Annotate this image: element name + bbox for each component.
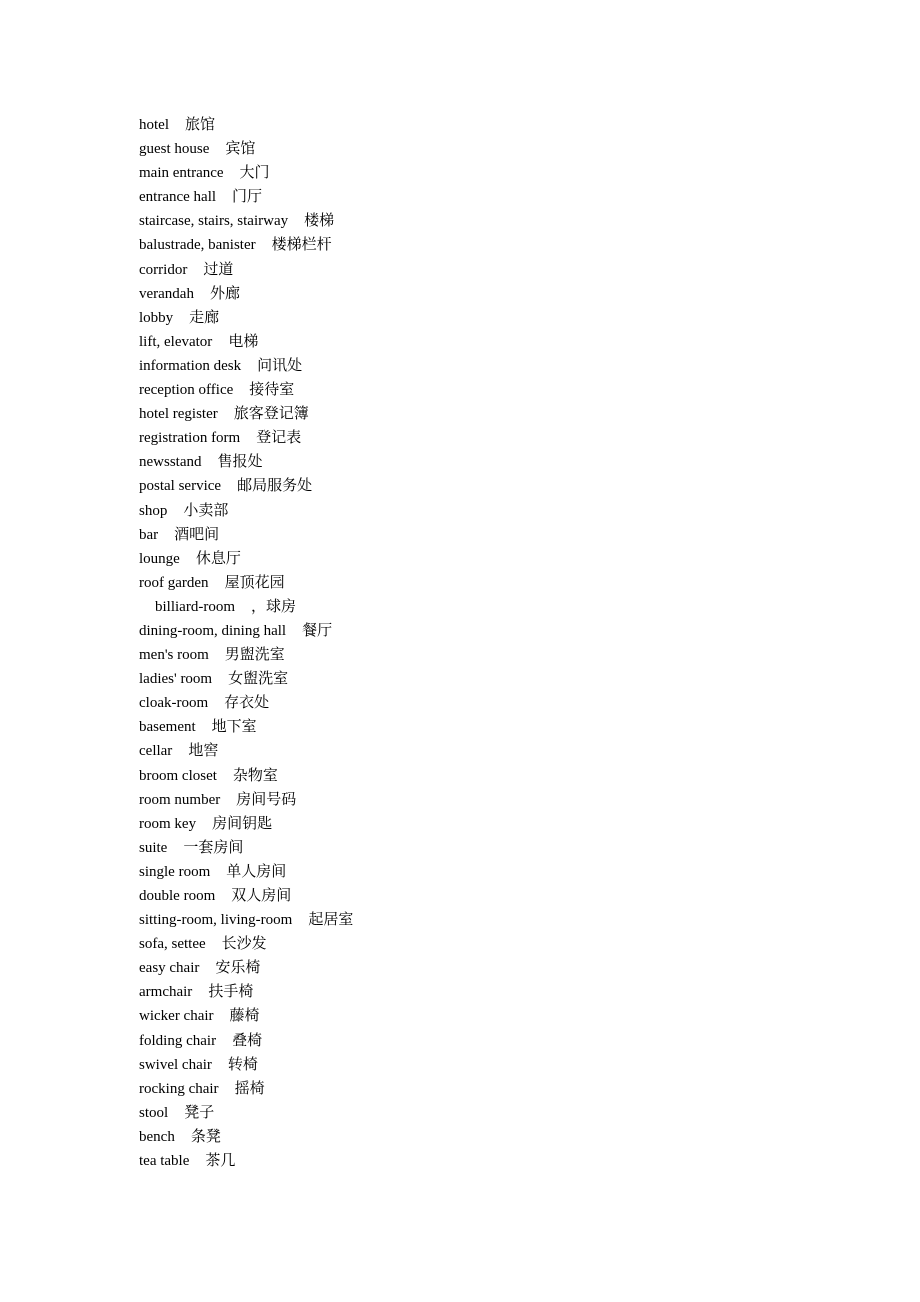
vocab-entry <box>139 618 353 642</box>
english-term: swivel chair <box>139 1056 212 1073</box>
english-term: lift, elevator <box>139 333 213 350</box>
chinese-term: 长沙发 <box>221 934 267 953</box>
english-term: cellar <box>139 743 173 760</box>
english-term: single room <box>139 863 211 880</box>
chinese-term: 安乐椅 <box>215 958 261 977</box>
english-term: broom closet <box>139 767 217 784</box>
english-term: registration form <box>139 430 241 447</box>
vocab-entry <box>139 811 353 835</box>
english-term: reception office <box>139 382 234 399</box>
english-term: staircase, stairs, stairway <box>139 213 289 230</box>
chinese-term: 屋顶花园 <box>224 572 285 591</box>
chinese-term: 转椅 <box>227 1054 258 1073</box>
chinese-term: 地窖 <box>188 741 219 760</box>
vocab-entry <box>139 763 353 787</box>
chinese-term: 楼梯 <box>304 211 335 230</box>
vocab-entry <box>139 859 353 883</box>
english-term: suite <box>139 839 168 856</box>
chinese-term: 起居室 <box>308 910 354 929</box>
vocab-entry <box>139 377 353 401</box>
vocab-entry <box>139 232 353 256</box>
vocab-entry <box>139 979 353 1003</box>
vocab-entry <box>139 835 353 859</box>
vocab-entry <box>139 498 353 522</box>
chinese-term: 餐厅 <box>302 620 333 639</box>
vocab-entry <box>139 136 353 160</box>
vocab-entry <box>139 594 353 618</box>
english-term: room key <box>139 815 197 832</box>
chinese-term: 茶几 <box>205 1151 236 1170</box>
vocab-entry <box>139 160 353 184</box>
vocab-entry <box>139 353 353 377</box>
english-term: lobby <box>139 309 174 326</box>
chinese-term: 电梯 <box>228 331 259 350</box>
english-term: hotel <box>139 117 169 133</box>
vocab-entry <box>139 1003 353 1027</box>
vocab-entry <box>139 1100 353 1124</box>
vocab-entry <box>139 714 353 738</box>
english-term: balustrade, banister <box>139 237 256 254</box>
english-term: guest house <box>139 141 210 158</box>
vocab-entry <box>139 1148 353 1172</box>
chinese-term: 旅客登记簿 <box>233 404 309 423</box>
vocab-entry <box>139 281 353 305</box>
vocab-entry <box>139 907 353 931</box>
vocab-entry <box>139 787 353 811</box>
english-term: sitting-room, living-room <box>139 912 293 929</box>
english-term: sofa, settee <box>139 936 206 953</box>
vocab-entry <box>139 522 353 546</box>
english-term: main entrance <box>139 165 224 182</box>
english-term: stool <box>139 1104 169 1121</box>
english-term: shop <box>139 502 168 519</box>
english-term: postal service <box>139 478 222 495</box>
chinese-term: 女盥洗室 <box>228 669 289 688</box>
chinese-term: ，球房 <box>250 596 296 615</box>
english-term: lounge <box>139 550 180 567</box>
chinese-term: 一套房间 <box>183 837 244 856</box>
vocab-entry <box>139 738 353 762</box>
english-term: double room <box>139 888 216 904</box>
vocab-entry <box>139 401 353 425</box>
vocab-entry <box>139 690 353 714</box>
english-term: easy chair <box>139 960 200 977</box>
english-term: tea table <box>139 1153 190 1170</box>
chinese-term: 休息厅 <box>195 548 241 567</box>
vocab-entry <box>139 955 353 979</box>
vocab-entry <box>139 425 353 449</box>
english-term: dining-room, dining hall <box>139 622 287 639</box>
vocab-entry <box>139 112 353 136</box>
chinese-term: 酒吧间 <box>174 524 220 543</box>
vocab-entry <box>139 473 353 497</box>
chinese-term: 房间钥匙 <box>212 813 273 832</box>
chinese-term: 外廊 <box>209 283 240 302</box>
chinese-term: 叠椅 <box>232 1030 263 1049</box>
english-term: cloak-room <box>139 695 209 712</box>
english-term: wicker chair <box>139 1008 214 1025</box>
vocab-entry <box>139 570 353 594</box>
english-term: room number <box>139 791 221 808</box>
vocab-entry <box>139 208 353 232</box>
chinese-term: 藤椅 <box>229 1006 260 1025</box>
chinese-term: 走廊 <box>189 307 220 326</box>
english-term: basement <box>139 719 196 736</box>
vocab-entry <box>139 931 353 955</box>
chinese-term: 地下室 <box>211 717 257 736</box>
chinese-term: 存衣处 <box>224 693 270 712</box>
english-term: bar <box>139 526 159 543</box>
chinese-term: 房间号码 <box>236 789 297 808</box>
chinese-term: 售报处 <box>217 452 263 471</box>
english-term: corridor <box>139 261 188 278</box>
vocab-entry <box>139 546 353 570</box>
vocabulary-list <box>139 112 353 1172</box>
english-term: hotel register <box>139 406 218 423</box>
chinese-term: 宾馆 <box>225 139 256 158</box>
english-term: verandah <box>139 285 194 302</box>
english-term: roof garden <box>139 574 209 591</box>
vocab-entry <box>139 1028 353 1052</box>
chinese-term: 扶手椅 <box>208 982 254 1001</box>
english-term: folding chair <box>139 1032 217 1049</box>
chinese-term: 邮局服务处 <box>237 476 313 495</box>
chinese-term: 单人房间 <box>226 861 287 880</box>
vocab-entry <box>139 184 353 208</box>
chinese-term: 杂物室 <box>232 765 278 784</box>
english-term: bench <box>139 1128 175 1145</box>
english-term: rocking chair <box>139 1080 219 1097</box>
chinese-term: 登记表 <box>256 428 302 447</box>
chinese-term: 门厅 <box>232 187 263 206</box>
chinese-term: 条凳 <box>190 1126 221 1145</box>
english-term: newsstand <box>139 454 202 471</box>
vocab-entry <box>139 329 353 353</box>
english-term: information desk <box>139 357 242 374</box>
chinese-term: 过道 <box>203 259 234 278</box>
chinese-term: 小卖部 <box>183 500 229 519</box>
chinese-term: 楼梯栏杆 <box>271 235 332 254</box>
chinese-term: 大门 <box>239 163 270 182</box>
english-term: ladies' room <box>139 671 213 688</box>
vocab-entry <box>139 449 353 473</box>
vocab-entry <box>139 305 353 329</box>
vocab-entry <box>139 1052 353 1076</box>
vocab-entry <box>139 642 353 666</box>
chinese-term: 问讯处 <box>257 355 303 374</box>
chinese-term: 摇椅 <box>234 1078 265 1097</box>
vocab-entry <box>139 883 353 907</box>
vocab-entry <box>139 1124 353 1148</box>
vocab-entry <box>139 1076 353 1100</box>
vocab-entry <box>139 666 353 690</box>
chinese-term: 男盥洗室 <box>224 645 285 664</box>
chinese-term: 双人房间 <box>231 886 292 904</box>
chinese-term: 旅馆 <box>185 115 216 133</box>
chinese-term: 接待室 <box>249 380 295 399</box>
english-term: billiard-room <box>155 598 235 615</box>
english-term: armchair <box>139 984 193 1001</box>
vocab-entry <box>139 257 353 281</box>
chinese-term: 凳子 <box>184 1102 215 1121</box>
english-term: entrance hall <box>139 189 217 206</box>
english-term: men's room <box>139 647 209 664</box>
